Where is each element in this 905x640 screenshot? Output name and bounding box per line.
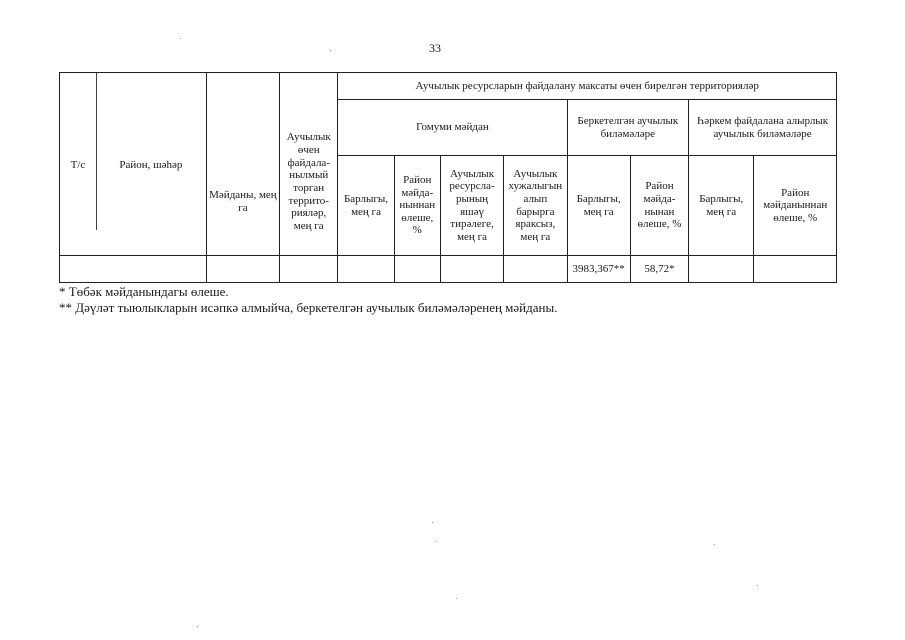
cell-empty bbox=[206, 256, 279, 283]
page-number: 33 bbox=[429, 41, 441, 55]
assigned-district-share-header: Район мәйда-нынан өлеше, % bbox=[630, 156, 688, 256]
footnote-2: ** Дәүләт тыюлыкларын исәпкә алмыйча, беркетелгән аучылык биләмәләренең мәйданы. bbox=[59, 300, 558, 315]
allocated-territories-header: Аучылык ресурсларын файдалану максаты өчен бирелгән территорияләр bbox=[338, 73, 837, 100]
cell-empty bbox=[754, 256, 837, 283]
habitat-header: Аучылык ресурсла-рының яшәү тирәлеге, мең га bbox=[440, 156, 503, 256]
assigned-total-header: Барлыгы, мең га bbox=[567, 156, 630, 256]
public-total-header: Барлыгы, мең га bbox=[689, 156, 754, 256]
scan-speck bbox=[330, 50, 331, 51]
common-total-header: Барлыгы, мең га bbox=[338, 156, 394, 256]
cell-empty bbox=[689, 256, 754, 283]
footnote-1: * Төбәк мәйданындагы өлеше. bbox=[59, 284, 229, 299]
common-district-share-header: Район мәйда-ныннан өлеше, % bbox=[394, 156, 440, 256]
assigned-share-value: 58,72* bbox=[630, 256, 688, 283]
assigned-total-value: 3983,367** bbox=[567, 256, 630, 283]
non-hunting-territories-header: Аучылык өчен файдала-нылмый торган террито-рияләр, мең га bbox=[280, 73, 338, 256]
cell-empty bbox=[394, 256, 440, 283]
scan-speck bbox=[436, 541, 437, 542]
cell-empty bbox=[280, 256, 338, 283]
public-grounds-header: Һәркем файдалана алырлык аучылык биләмәләре bbox=[689, 100, 837, 156]
unsuitable-header: Аучылык хужалыгын алып барырга яраксыз, мең га bbox=[504, 156, 567, 256]
district-header: Район, шәһәр bbox=[119, 159, 183, 171]
scan-speck bbox=[180, 38, 181, 39]
cell-empty bbox=[338, 256, 394, 283]
cell-empty bbox=[440, 256, 503, 283]
tc-district-header-cell bbox=[60, 73, 207, 256]
scan-speck bbox=[757, 585, 758, 586]
public-district-share-header: Район мәйданыннан өлеше, % bbox=[754, 156, 837, 256]
tc-column-divider bbox=[96, 73, 97, 230]
area-header: Мәйданы, мең га bbox=[206, 73, 279, 256]
scan-speck bbox=[197, 626, 198, 627]
hunting-territories-table bbox=[59, 72, 837, 283]
table-row bbox=[60, 256, 837, 283]
cell-empty bbox=[60, 256, 207, 283]
scan-speck bbox=[714, 544, 715, 545]
assigned-grounds-header: Беркетелгән аучылык биләмәләре bbox=[567, 100, 689, 156]
scan-speck bbox=[432, 522, 433, 523]
cell-empty bbox=[504, 256, 567, 283]
scan-speck bbox=[456, 598, 457, 599]
tc-header: Т/с bbox=[70, 159, 86, 171]
common-area-header: Гомуми мәйдан bbox=[338, 100, 567, 156]
